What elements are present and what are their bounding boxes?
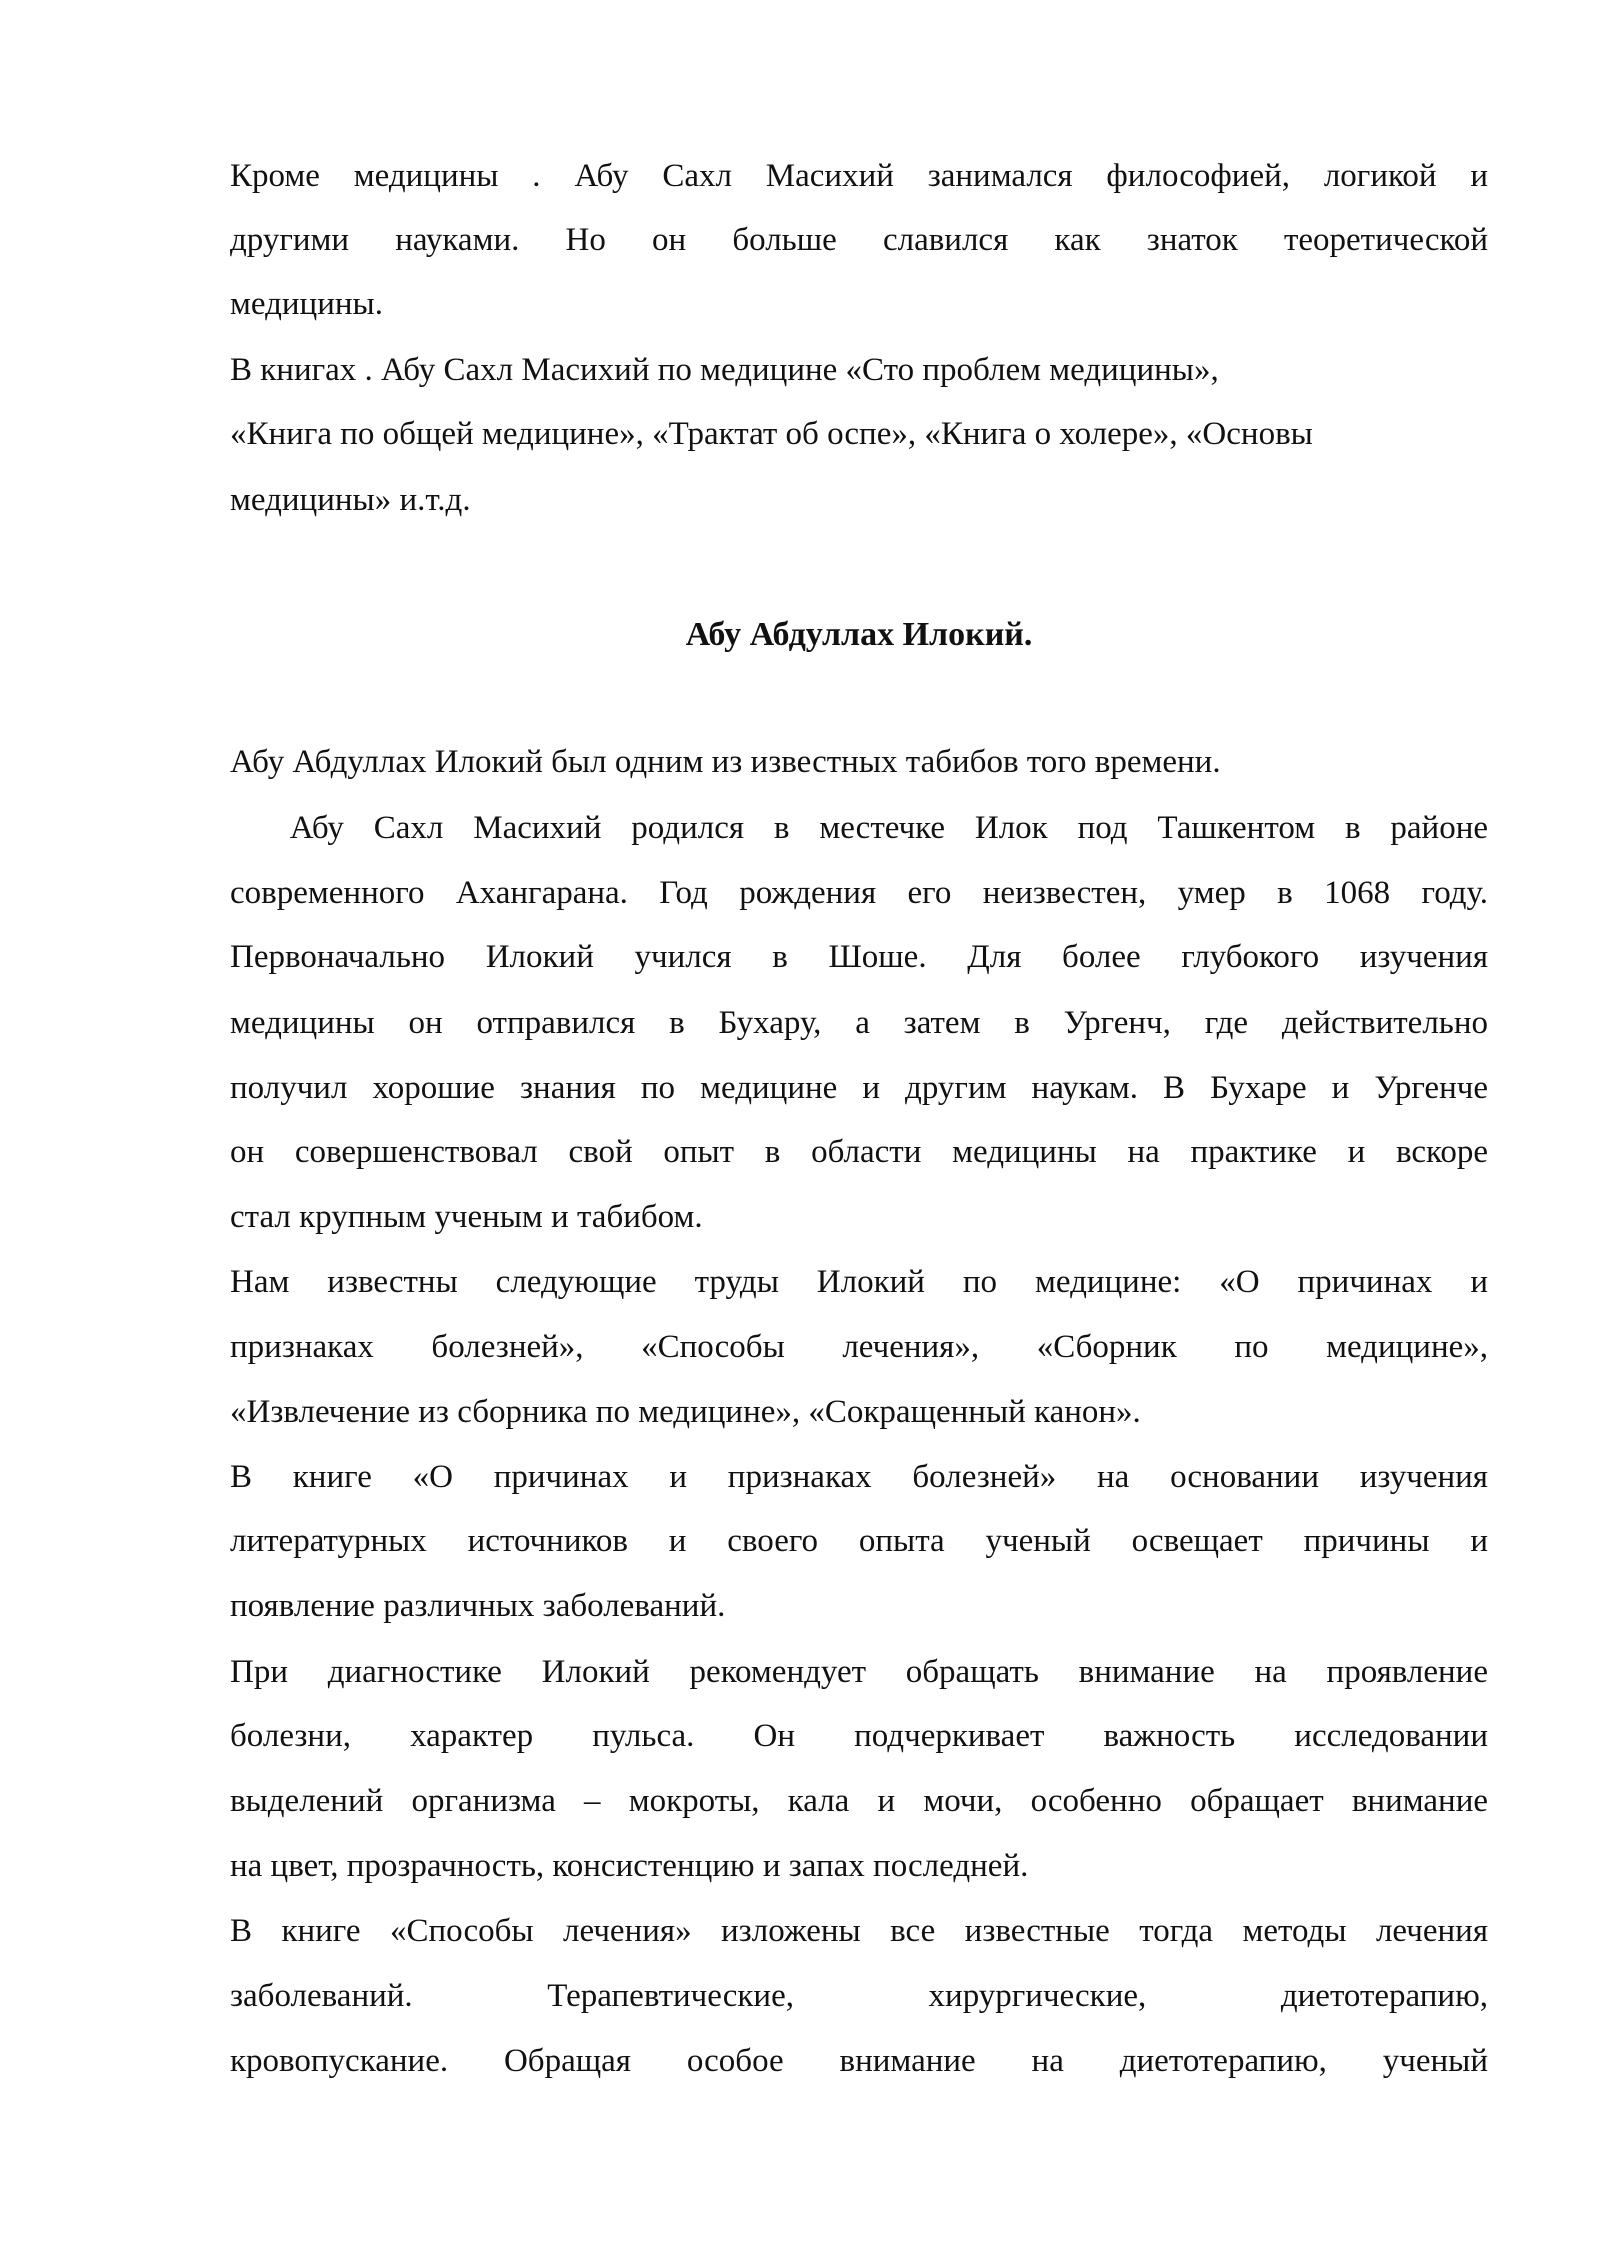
paragraph-line: литературных источников и своего опыта ученый освещает причины и [230,1523,1488,1559]
paragraph-line: Кроме медицины . Абу Сахл Масихий занимался философией, логикой и [230,158,1488,194]
paragraph-line: В книге «О причинах и признаках болезней» на основании изучения [230,1459,1488,1495]
paragraph-line: стал крупным ученым и табибом. [230,1199,703,1235]
paragraph-line: медицины он отправился в Бухару, а затем в Ургенч, где действительно [230,1005,1488,1041]
paragraph-line: появление различных заболеваний. [230,1588,726,1624]
paragraph-line: Первоначально Илокий учился в Шоше. Для более глубокого изучения [230,939,1488,975]
paragraph-line: выделений организма – мокроты, кала и мочи, особенно обращает внимание [230,1783,1488,1819]
paragraph-line: В книгах . Абу Сахл Масихий по медицине «Сто проблем медицины», [230,352,1219,388]
paragraph-line: Нам известны следующие труды Илокий по медицине: «О причинах и [230,1264,1488,1300]
paragraph-line: кровопускание. Обращая особое внимание на диетотерапию, ученый [230,2043,1488,2079]
paragraph-line: Абу Сахл Масихий родился в местечке Илок под Ташкентом в районе [230,810,1488,846]
paragraph-line: другими науками. Но он больше славился как знаток теоретической [230,222,1488,258]
paragraph-line: Абу Абдуллах Илокий был одним из известных табибов того времени. [230,744,1221,780]
paragraph-line: он совершенствовал свой опыт в области медицины на практике и вскоре [230,1134,1488,1170]
paragraph-line: признаках болезней», «Способы лечения», «Сборник по медицине», [230,1329,1488,1365]
paragraph-line: В книге «Способы лечения» изложены все известные тогда методы лечения [230,1913,1488,1949]
paragraph-line: «Извлечение из сборника по медицине», «Сокращенный канон». [230,1394,1141,1430]
paragraph-line: заболеваний. Терапевтические, хирургические, диетотерапию, [230,1978,1488,2014]
paragraph-line: «Книга по общей медицине», «Трактат об оспе», «Книга о холере», «Основы [230,416,1313,452]
section-heading: Абу Абдуллах Илокий. [685,616,1033,653]
paragraph-line: болезни, характер пульса. Он подчеркивает важность исследовании [230,1718,1488,1754]
paragraph-line: современного Ахангарана. Год рождения его неизвестен, умер в 1068 году. [230,875,1488,911]
paragraph-line: получил хорошие знания по медицине и другим наукам. В Бухаре и Ургенче [230,1070,1488,1106]
paragraph-line: на цвет, прозрачность, консистенцию и запах последней. [230,1848,1029,1884]
paragraph-line: медицины» и.т.д. [230,482,471,518]
paragraph-line: медицины. [230,286,383,322]
paragraph-line: При диагностике Илокий рекомендует обращать внимание на проявление [230,1654,1488,1690]
